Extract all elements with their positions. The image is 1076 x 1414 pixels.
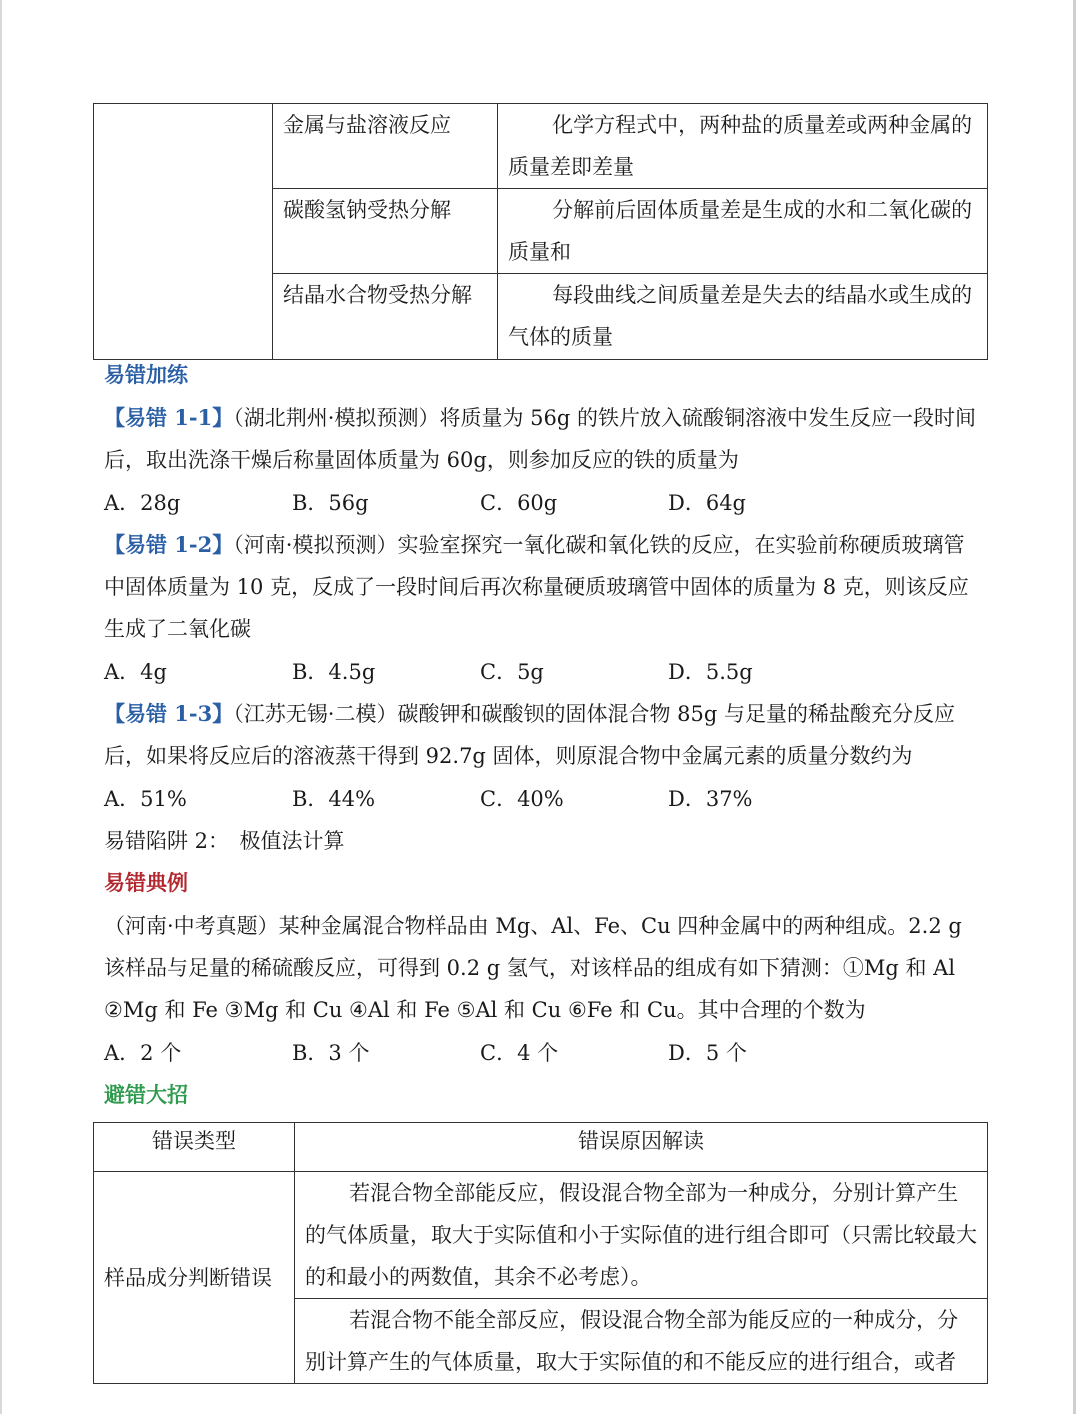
practice-heading: 易错加练 (104, 362, 188, 387)
question-1-1-options (104, 482, 980, 524)
header-error-type: 错误类型 (94, 1123, 295, 1172)
option-c[interactable]: C．5g (480, 660, 544, 684)
question-1-3-options (104, 778, 980, 820)
merged-empty-cell (94, 104, 273, 360)
error-reason-cell: 若混合物全部能反应，假设混合物全部为一种成分，分别计算产生的气体质量，取大于实际值和小于实际值的进行组合即可（只需比较最大的和最小的两数值，其余不必考虑）。 (295, 1172, 988, 1299)
option-c[interactable]: C．60g (480, 491, 558, 515)
option-a[interactable]: A．2 个 (104, 1041, 182, 1065)
question-stem: （河南·模拟预测）实验室探究一氧化碳和氧化铁的反应，在实验前称硬质玻璃管中固体质量为 10 克，反成了一段时间后再次称量硬质玻璃管中固体的质量为 8 克，则该反应生成了二氧化碳 (104, 533, 969, 641)
question-stem: （江苏无锡·二模）碳酸钾和碳酸钡的固体混合物 85g 与足量的稀盐酸充分反应后，如果将反应后的溶液蒸干得到 92.7g 固体，则原混合物中金属元素的质量分数约为 (104, 702, 955, 768)
example-question: （河南·中考真题）某种金属混合物样品由 Mg、Al、Fe、Cu 四种金属中的两种组成。2.2 g 该样品与足量的稀硫酸反应，可得到 0.2 g 氢气，对该样品的组成有如下猜测：①Mg 和 Al ②Mg 和 Fe ③Mg 和 Cu ④Al 和 Fe ⑤Al 和 Cu ⑥Fe 和 Cu。其中合理的个数为 (104, 914, 962, 1022)
option-c[interactable]: C．4 个 (480, 1041, 559, 1065)
reaction-desc-cell: 分解前后固体质量差是生成的水和二氧化碳的质量和 (498, 189, 988, 274)
reaction-desc-cell: 每段曲线之间质量差是失去的结晶水或生成的气体的质量 (498, 274, 988, 360)
reaction-type-cell: 结晶水合物受热分解 (273, 274, 498, 360)
question-stem: （湖北荆州·模拟预测）将质量为 56g 的铁片放入硫酸铜溶液中发生反应一段时间后，取出洗涤干燥后称量固体质量为 60g，则参加反应的铁的质量为 (104, 406, 976, 472)
header-error-reason: 错误原因解读 (295, 1123, 988, 1172)
example-heading: 易错典例 (104, 870, 188, 895)
reaction-type-cell: 金属与盐溶液反应 (273, 104, 498, 189)
tips-heading: 避错大招 (104, 1082, 188, 1107)
option-c[interactable]: C．40% (480, 787, 564, 811)
option-b[interactable]: B．4.5g (292, 660, 376, 684)
option-b[interactable]: B．44% (292, 787, 376, 811)
question-tag: 【易错 1-1】 (104, 405, 234, 430)
trap-2-title: 易错陷阱 2： 极值法计算 (104, 829, 345, 853)
option-d[interactable]: D．37% (668, 787, 753, 811)
page-edge-left (0, 0, 2, 1414)
option-a[interactable]: A．4g (104, 660, 167, 684)
option-a[interactable]: A．51% (104, 787, 187, 811)
reaction-desc-cell: 化学方程式中，两种盐的质量差或两种金属的质量差即差量 (498, 104, 988, 189)
question-tag: 【易错 1-2】 (104, 532, 234, 557)
option-d[interactable]: D．64g (668, 491, 747, 515)
option-a[interactable]: A．28g (104, 491, 181, 515)
question-1-3 (104, 693, 980, 777)
option-d[interactable]: D．5.5g (668, 660, 753, 684)
example-options (104, 1032, 980, 1074)
reaction-type-cell: 碳酸氢钠受热分解 (273, 189, 498, 274)
question-tag: 【易错 1-3】 (104, 701, 234, 726)
question-1-2-options (104, 651, 980, 693)
question-1-2 (104, 524, 980, 650)
option-b[interactable]: B．3 个 (292, 1041, 370, 1065)
error-analysis-table (93, 1122, 988, 1384)
option-d[interactable]: D．5 个 (668, 1041, 747, 1065)
error-reason-cell: 若混合物不能全部反应，假设混合物全部为能反应的一种成分，分别计算产生的气体质量，取大于实际值的和不能反应的进行组合，或者 (295, 1299, 988, 1384)
error-type-cell: 样品成分判断错误 (94, 1172, 295, 1384)
difference-method-table (93, 103, 988, 360)
option-b[interactable]: B．56g (292, 491, 369, 515)
question-1-1 (104, 397, 980, 481)
